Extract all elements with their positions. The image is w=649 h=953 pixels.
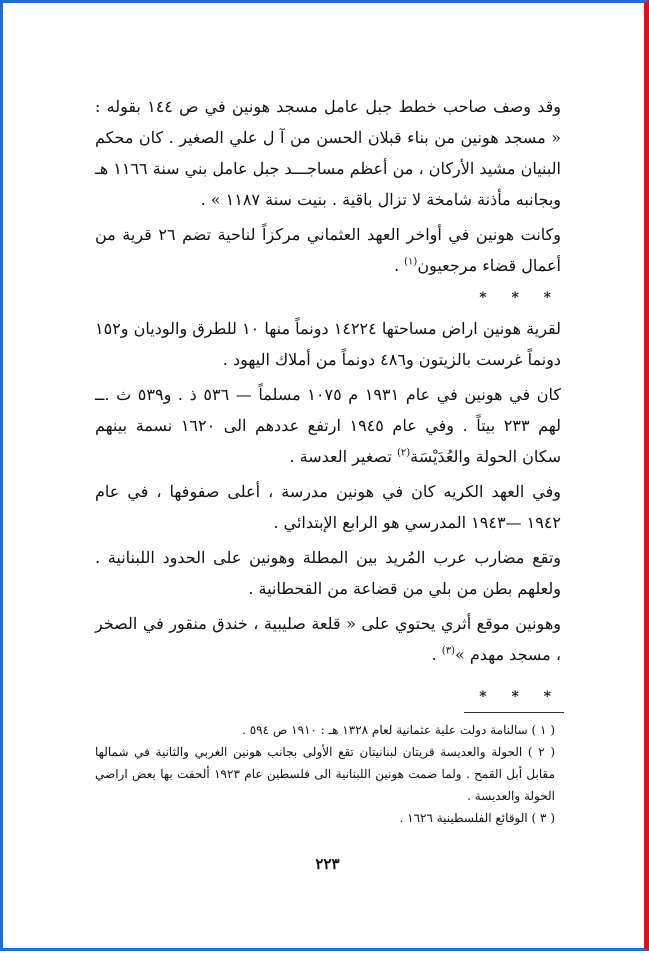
paragraph-7	[95, 608, 561, 670]
paragraph-2-text: وكانت هونين في أواخر العهد العثماني مركزاً لناحية تضم ٢٦ قرية من أعمال قضاء مرجعيون	[95, 225, 561, 275]
paragraph-7-text: وهونين موقع أثري يحتوي على « قلعة صليبية ، خندق منقور في الصخر ، مسجد مهدم »	[95, 614, 561, 664]
footnote-ref-3: (٣)	[441, 645, 455, 657]
section-separator-2: * * *	[479, 689, 561, 705]
footnote-divider	[464, 712, 564, 713]
paragraph-5-text: وفي العهد الكريه كان في هونين مدرسة ، أعلى صفوفها ، في عام ١٩٤٢ —١٩٤٣ المدرسي هو الرابع الإبتدائي .	[95, 482, 561, 532]
paragraph-5	[95, 476, 561, 538]
footnote-1: ( ١ ) سالنامة دولت علية عثمانية لعام ١٣٢٨ هـ : ١٩١٠ ص ٥٩٤ .	[242, 723, 555, 737]
section-separator-1: * * *	[479, 290, 561, 306]
paragraph-6	[95, 542, 561, 604]
paragraph-1-text: وقد وصف صاحب خطط جبل عامل مسجد هونين في ص ١٤٤ بقوله : « مسجد هونين من بناء قبلان الحسن من آ ل علي الصغير . كان محكم البنيان مشيد الأركان ، من أعظم مساجـــد جبل عامل بني سنة ١١٦٦ هـ وبجانبه مأذنة شامخة لا تزال باقية . بنيت سنة ١١٨٧ » .	[95, 97, 562, 209]
footnote-2: ( ٢ ) الحولة والعديسة قريتان لبنانيتان تقع الأولى بجانب هونين الغربي والثانية في شمالها مقابل أبل القمح . ولما ضمت هونين اللبنانية الى فلسطين عام ١٩٢٣ ألحقت بها بعض اراضي الحولة والعديسة .	[95, 745, 556, 803]
paragraph-2	[95, 219, 561, 281]
paragraph-6-text: وتقع مضارب عرب المُريد بين المطلة وهونين على الحدود اللبنانية . ولعلهم بطن من بلي من قضاعة من القحطانية .	[95, 548, 561, 598]
footnote-3: ( ٣ ) الوقائع الفلسطينية ١٦٢٦ .	[399, 811, 555, 825]
paragraph-3	[95, 313, 561, 375]
page-number: ٢٢٣	[315, 855, 340, 873]
paragraph-3-text: لقرية هونين اراض مساحتها ١٤٢٢٤ دونماً منها ١٠ للطرق والوديان و١٥٢ دونماً غرست بالزيتون و٤٨٦ دونماً من أملاك اليهود .	[95, 319, 561, 369]
page-body	[95, 91, 561, 710]
footnote-ref-2: (٢)	[396, 447, 411, 459]
paragraph-1	[95, 91, 561, 215]
paragraph-4-text: كان في هونين في عام ١٩٣١ م ١٠٧٥ مسلماً — ٥٣٦ ذ . و٥٣٩ ث .ــ لهم ٢٣٣ بيتاً . وفي عام ١٩٤٥ ارتفع عددهم الى ١٦٢٠ نسمة بينهم سكان الحولة والعُدَيْسَة	[95, 385, 562, 466]
paragraph-2-end: .	[393, 256, 405, 275]
paragraph-7-end: .	[431, 645, 442, 664]
footnotes	[95, 719, 555, 829]
paragraph-4	[95, 379, 561, 472]
paragraph-4-end: تصغير العدسة .	[289, 447, 397, 466]
footnote-ref-1: (١)	[404, 256, 418, 268]
